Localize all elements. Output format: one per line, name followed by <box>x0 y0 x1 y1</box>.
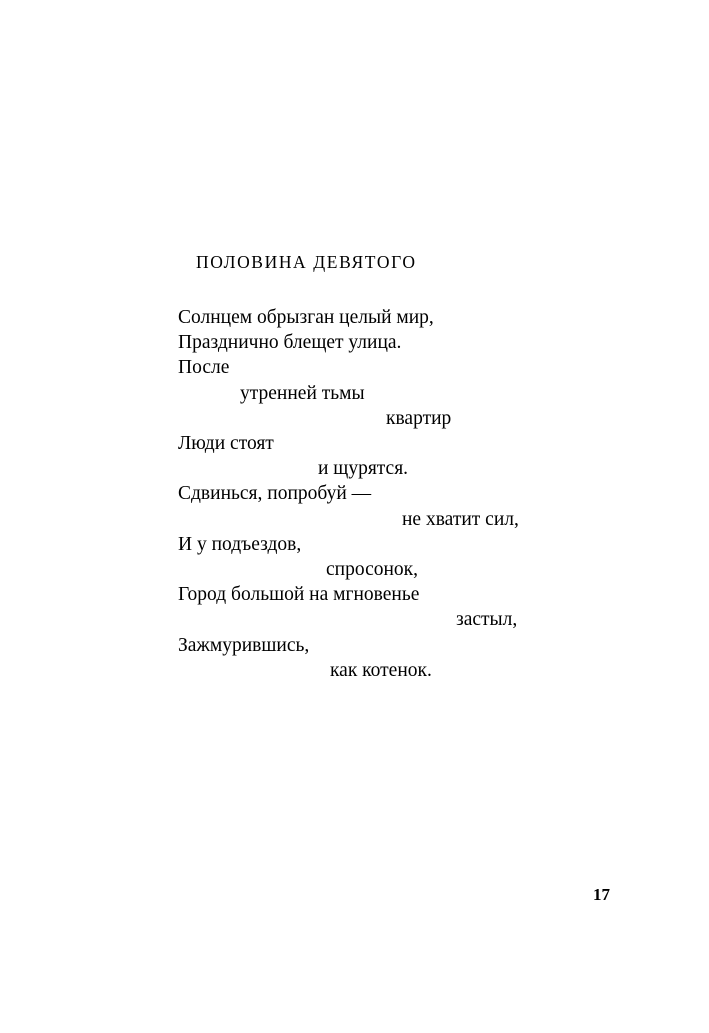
poem-line: И у подъездов, <box>178 533 302 555</box>
poem-line: Празднично блещет улица. <box>178 332 402 354</box>
poem-line: утренней тьмы <box>240 382 365 404</box>
poem-line: застыл, <box>456 609 518 631</box>
poem-body <box>178 305 658 683</box>
poem-line: и щурятся. <box>318 458 409 480</box>
poem-line: Сдвинься, попробуй — <box>178 483 372 505</box>
poem-line: Люди стоят <box>178 433 274 455</box>
poem-line: не хватит сил, <box>402 508 519 530</box>
poem-line: После <box>178 357 230 379</box>
poem-title: ПОЛОВИНА ДЕВЯТОГО <box>196 252 417 272</box>
poem-line: Солнцем обрызган целый мир, <box>178 307 434 328</box>
poem-line: как котенок. <box>330 659 432 681</box>
poem-line: Город большой на мгновенье <box>178 584 420 606</box>
page-number: 17 <box>593 885 610 904</box>
poem-line: спросонок, <box>326 559 419 581</box>
poem-line: квартир <box>386 407 452 429</box>
poem-line: Зажмурившись, <box>178 634 310 656</box>
